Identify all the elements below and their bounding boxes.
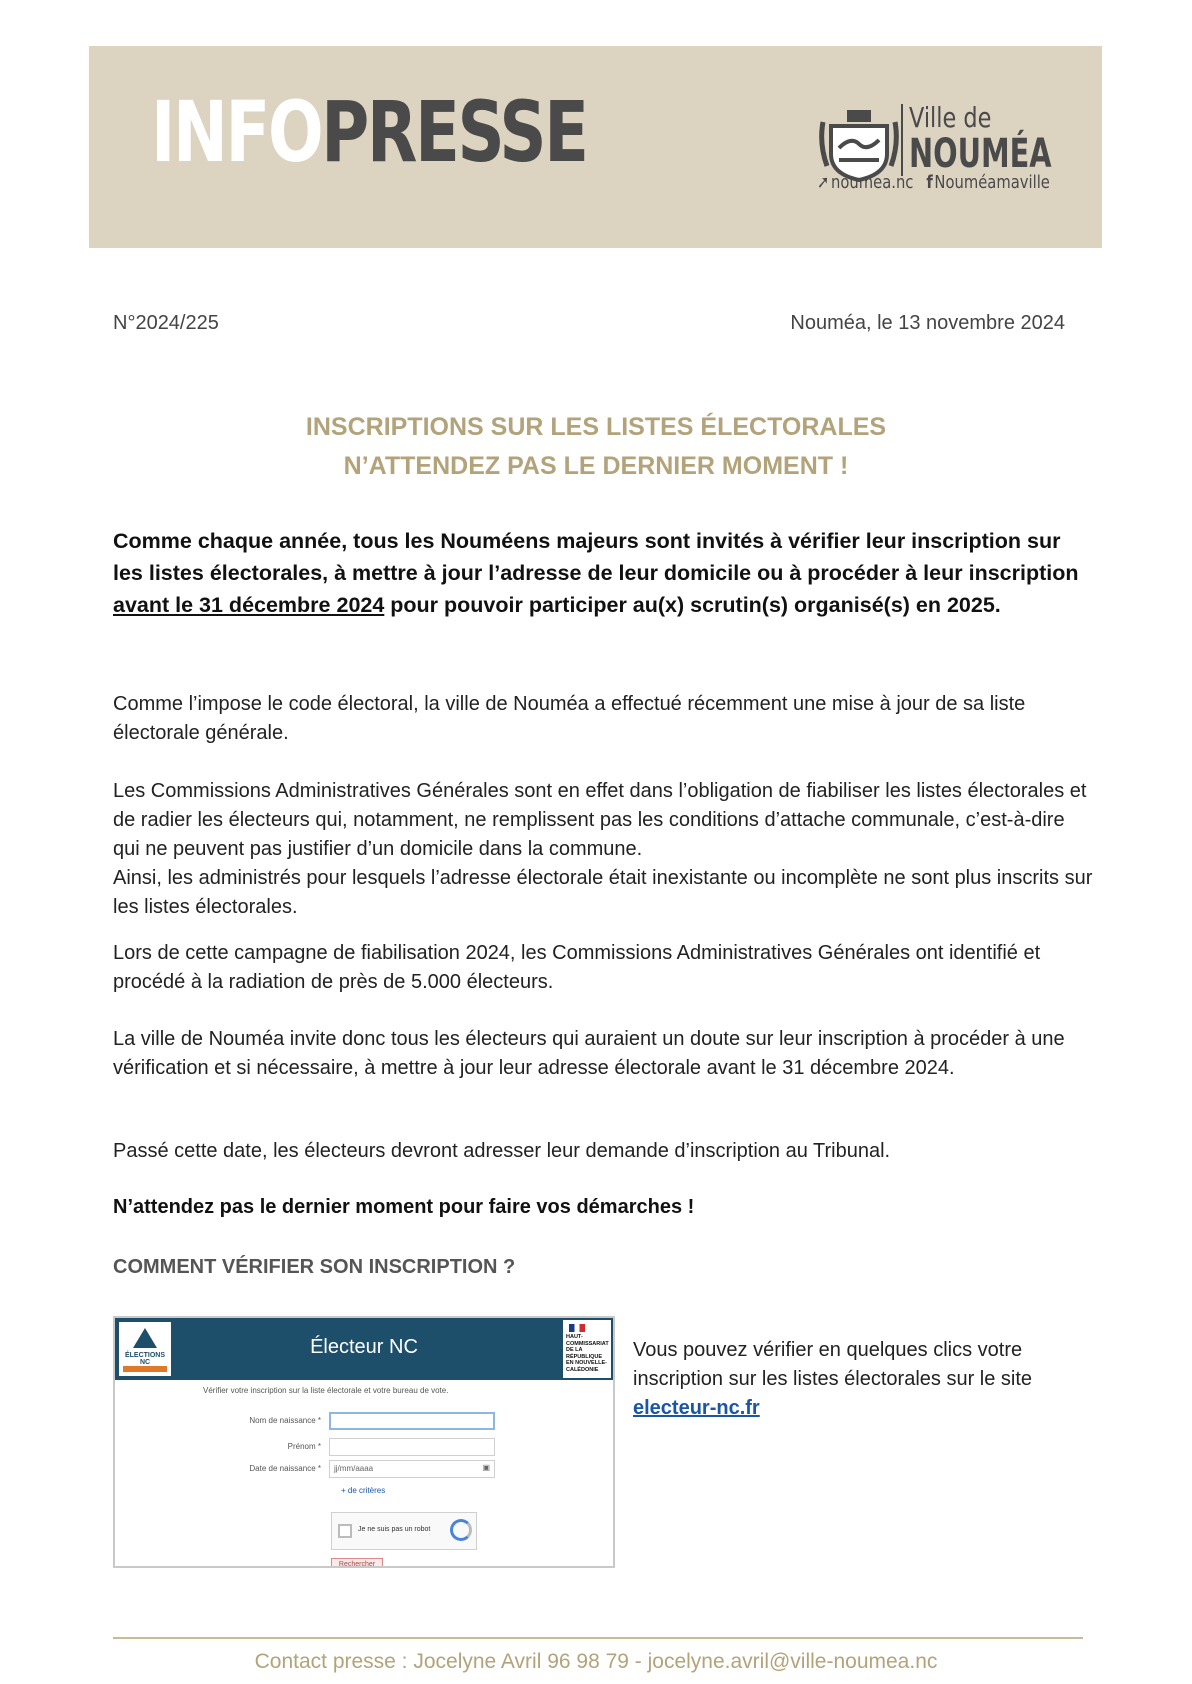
info-presse-logo (151, 83, 587, 181)
prenom-label: Prénom * (287, 1442, 321, 1451)
section-subheading: COMMENT VÉRIFIER SON INSCRIPTION ? (113, 1256, 516, 1278)
haut-commissariat-label: HAUT-COMMISSARIAT DE LA RÉPUBLIQUE EN NOUVELLE-CALÉDONIE (566, 1334, 609, 1373)
page-title (100, 408, 1092, 486)
title-line-2: N’ATTENDEZ PAS LE DERNIER MOMENT ! (343, 452, 849, 480)
callout-line: N’attendez pas le dernier moment pour faire vos démarches ! (113, 1196, 695, 1218)
more-criteria-link: + de critères (341, 1486, 386, 1495)
screenshot-title: Électeur NC (310, 1336, 418, 1358)
paragraph-6: Passé cette date, les électeurs devront adresser leur demande d’inscription au Tribunal. (113, 1140, 891, 1162)
title-line-1: INSCRIPTIONS SUR LES LISTES ÉLECTORALES (305, 413, 887, 441)
press-contact: Contact presse : Jocelyne Avril 96 98 79 - jocelyne.avril@ville-noumea.nc (254, 1650, 938, 1673)
logo-info-word: INFO (151, 83, 322, 181)
brand-divider (901, 104, 903, 176)
social-links (817, 172, 1050, 193)
electeur-nc-link[interactable]: electeur-nc.fr (633, 1397, 760, 1419)
recaptcha-widget (331, 1512, 477, 1550)
noumea-wordmark: NOUMÉA (909, 131, 1052, 177)
logo-bar (123, 1366, 167, 1372)
send-icon: ➚ (817, 172, 830, 193)
date-input (329, 1460, 495, 1478)
captcha-checkbox (338, 1524, 352, 1538)
haut-commissariat-logo (563, 1320, 611, 1378)
lede-before: Comme chaque année, tous les Nouméens majeurs sont invités à vérifier leur inscription sur les listes électorales, à mettre à jour l’adresse de leur domicile ou à procéder à leur inscription (113, 529, 1079, 585)
calendar-icon: ▣ (482, 1463, 490, 1472)
footer-divider (113, 1637, 1083, 1639)
press-release-number: N°2024/225 (113, 312, 219, 334)
header-banner (89, 46, 1102, 248)
paragraph-1: Comme l’impose le code électoral, la ville de Nouméa a effectué récemment une mise à jour de sa liste électorale générale. (113, 693, 1026, 744)
verification-text (633, 1336, 1103, 1423)
screenshot-header (115, 1318, 613, 1380)
website-label: noumea.nc (831, 172, 914, 193)
paragraph-3: Ainsi, les administrés pour lesquels l’adresse électorale était inexistante ou incomplète ne sont plus inscrits sur les listes électorales. (113, 867, 1093, 918)
french-flag-icon (569, 1324, 585, 1332)
logo-presse-word: PRESSE (321, 83, 587, 181)
lede-deadline: avant le 31 décembre 2024 (113, 593, 385, 617)
captcha-label: Je ne suis pas un robot (358, 1526, 431, 1533)
paragraph-5: La ville de Nouméa invite donc tous les électeurs qui auraient un doute sur leur inscription à procéder à une vérification et si nécessaire, à mettre à jour leur adresse électorale avant le 31 décembre 2024. (113, 1028, 1065, 1079)
lede-after: pour pouvoir participer au(x) scrutin(s) organisé(s) en 2025. (384, 593, 1001, 617)
electeur-nc-screenshot (113, 1316, 615, 1568)
facebook-icon: f (926, 172, 933, 193)
search-button: Rechercher (331, 1558, 383, 1568)
verification-sentence: Vous pouvez vérifier en quelques clics votre inscription sur les listes électorales sur le site (633, 1339, 1033, 1390)
prenom-input (329, 1438, 495, 1456)
elections-nc-label: ÉLECTIONS NC (124, 1352, 166, 1366)
date-placeholder: jj/mm/aaaa (334, 1464, 374, 1473)
date-label: Date de naissance * (249, 1464, 321, 1473)
paragraph-2: Les Commissions Administratives Générales sont en effet dans l’obligation de fiabiliser les listes électorales et de radier les électeurs qui, notamment, ne remplissent pas les conditions d’attache communale, c’est-à-dire qui ne peuvent pas justifier d’un domicile dans la commune. (113, 780, 1087, 860)
nom-label: Nom de naissance * (249, 1416, 321, 1425)
nom-input (329, 1412, 495, 1430)
ville-de-label: Ville de (909, 101, 992, 134)
lede-paragraph (113, 525, 1083, 621)
paragraph-4: Lors de cette campagne de fiabilisation 2024, les Commissions Administratives Générales ont identifié et procédé à la radiation de près de 5.000 électeurs. (113, 942, 1041, 993)
press-release-date: Nouméa, le 13 novembre 2024 (790, 312, 1065, 334)
recaptcha-icon (450, 1519, 472, 1541)
facebook-label: Nouméamaville (934, 172, 1050, 193)
screenshot-caption: Vérifier votre inscription sur la liste électorale et votre bureau de vote. (203, 1386, 449, 1395)
